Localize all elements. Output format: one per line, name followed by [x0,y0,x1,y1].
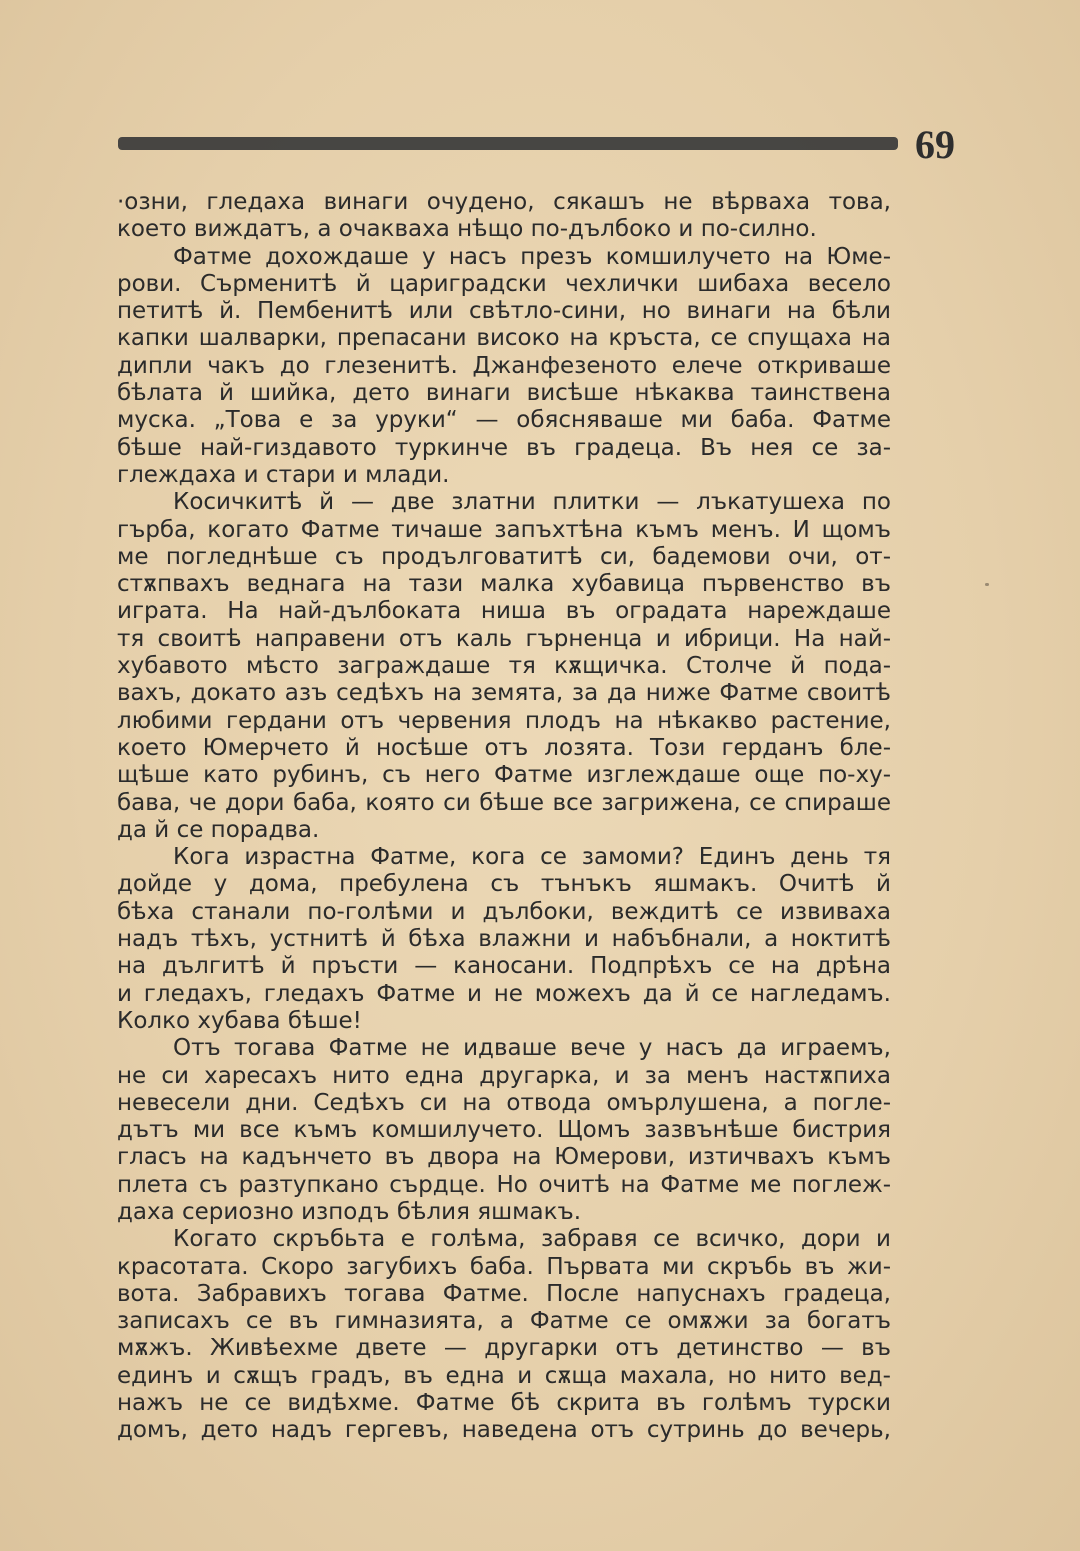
text-line: вота. Забравихъ тогава Фатме. После напуснахъ градеца, [117,1280,891,1307]
text-line: което виждатъ, а очакваха нѣщо по-дълбоко и по-силно. [117,216,817,243]
text-line: бѣха станали по-голѣми и дълбоки, веждитѣ се извиваха [117,898,891,925]
text-line: вахъ, докато азъ седѣхъ на земята, за да ниже Фатме своитѣ [117,680,891,707]
text-line: дътъ ми все къмъ комшилучето. Щомъ зазвънѣше бистрия [117,1117,891,1144]
text-line: рови. Сърменитѣ й цариградски чехлички шибаха весело [117,270,891,297]
text-line: плета съ разтупкано сърдце. Но очитѣ на Фатме ме поглеж- [117,1171,891,1198]
page-number: 69 [915,122,955,167]
text-line: единъ и сѫщъ градъ, въ една и сѫща махала, но нито вед- [117,1362,891,1389]
text-line: нажъ не се видѣхме. Фатме бѣ скрита въ голѣмъ турски [117,1390,891,1417]
margin-speck [985,583,989,586]
text-line: щѣше като рубинъ, съ него Фатме изглеждаше още по-ху- [117,762,891,789]
text-line: на дългитѣ й пръсти — каносани. Подпрѣхъ се на дрѣна [117,953,891,980]
text-line: ме погледнѣше съ продълговатитѣ си, бадемови очи, от- [117,543,891,570]
text-line: бава, че дори баба, която си бѣше все загрижена, се спираше [117,789,891,816]
text-line: даха сериозно изподъ бѣлия яшмакъ. [117,1198,582,1225]
text-line: не си харесахъ нито една другарка, и за менъ настѫпиха [117,1062,891,1089]
text-line: надъ тѣхъ, устнитѣ й бѣха влажни и набъбнали, а ноктитѣ [117,926,891,953]
text-line: да й се порадва. [117,816,320,843]
text-line: хубавото мѣсто заграждаше тя кѫщичка. Столче й пода- [117,653,891,680]
text-line: гласъ на кадънчето въ двора на Юмерови, изтичвахъ къмъ [117,1144,891,1171]
text-line: и гледахъ, гледахъ Фатме и не можехъ да й се нагледамъ. [117,980,891,1007]
text-line: записахъ се въ гимназията, а Фатме се омѫжи за богатъ [117,1308,891,1335]
text-line: стѫпвахъ веднага на тази малка хубавица първенство въ [117,571,891,598]
text-line: Кога израстна Фатме, кога се замоми? Единъ день тя [173,844,891,871]
text-line: Косичкитѣ й — две златни плитки — лъкатушеха по [173,489,891,516]
text-line: бѣлата й шийка, дето винаги висѣше нѣкаква таинствена [117,380,891,407]
text-line: бѣше най-гиздавото туркинче въ градеца. Въ нея се за- [117,434,891,461]
text-line: гърба, когато Фатме тичаше запъхтѣна къмъ менъ. И щомъ [117,516,891,543]
text-line: Колко хубава бѣше! [117,1007,362,1034]
text-line: домъ, дето надъ гергевъ, наведена отъ сутринь до вечерь, [117,1417,891,1444]
text-line: любими гердани отъ червения плодъ на нѣкакво растение, [117,707,891,734]
text-line: муска. „Това е за уруки“ — обясняваше ми баба. Фатме [117,407,891,434]
text-line: невесели дни. Седѣхъ си на отвода омърлушена, а погле- [117,1089,891,1116]
text-line: Фатме дохождаше у насъ презъ комшилучето на Юме- [173,243,891,270]
text-line: капки шалварки, препасани високо на кръста, се спущаха на [117,325,891,352]
text-line: играта. На най-дълбоката ниша въ оградата нареждаше [117,598,891,625]
text-line: мѫжъ. Живѣехме двете — другарки отъ детинство — въ [117,1335,891,1362]
text-line: ·озни, гледаха винаги очудено, сякашъ не вѣрваха това, [117,189,891,215]
text-line: Отъ тогава Фатме не идваше вече у насъ да играемъ, [173,1035,891,1062]
header-rule [118,137,898,150]
body-text [117,189,891,1445]
text-line: тя своитѣ направени отъ каль гърненца и ибрици. На най- [117,625,891,652]
text-line: дипли чакъ до глезенитѣ. Джанфезеното елече откриваше [117,352,891,379]
text-line: глеждаха и стари и млади. [117,461,450,488]
text-line: красотата. Скоро загубихъ баба. Първата ми скръбь въ жи- [117,1253,891,1280]
text-line: Когато скръбьта е голѣма, забравя се всичко, дори и [173,1226,891,1253]
text-line: което Юмерчето й носѣше отъ лозята. Този герданъ бле- [117,734,891,761]
text-line: петитѣ й. Пембенитѣ или свѣтло-сини, но винаги на бѣли [117,298,891,325]
text-line: дойде у дома, пребулена съ тънъкъ яшмакъ. Очитѣ й [117,871,891,898]
